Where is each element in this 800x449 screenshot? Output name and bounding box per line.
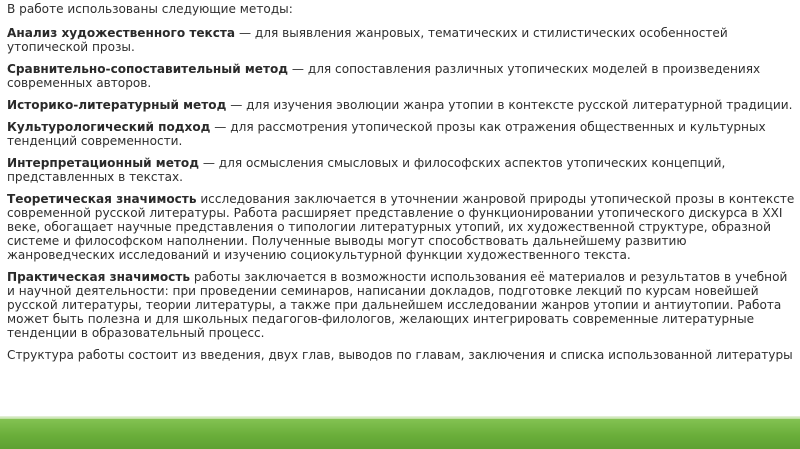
practical-term: Практическая значимость [7, 270, 190, 284]
method-description: — для сопоставления различных утопических моделей в произведениях современных авторов. [7, 62, 761, 90]
method-item-interpretive [7, 156, 795, 184]
theoretical-significance [7, 192, 795, 262]
methods-intro: В работе использованы следующие методы: [7, 2, 293, 16]
theoretical-text: исследования заключается в уточнении жанровой природы утопической прозы в контексте современной русской литературы. Работа расширяет представление о функционировании утопического дискурса в XXI веке, обогащает научные представления о типологии литературных утопий, их художественной структуре, образной системе и философском наполнении. Полученные выводы могут способствовать дальнейшему развитию жанроведческих исследований и изучению социокультурной функции художественного текста. [7, 192, 795, 262]
slide-content [7, 2, 795, 370]
method-term: Анализ художественного текста [7, 26, 236, 40]
method-term: Интерпретационный метод [7, 156, 199, 170]
method-description: — для осмысления смысловых и философских аспектов утопических концепций, представленных в текстах. [7, 156, 726, 184]
method-item-comparative [7, 62, 795, 90]
method-term: Историко-литературный метод [7, 98, 227, 112]
theoretical-term: Теоретическая значимость [7, 192, 197, 206]
method-term: Культурологический подход [7, 120, 211, 134]
method-item-analysis [7, 26, 795, 54]
method-description: — для изучения эволюции жанра утопии в контексте русской литературной традиции. [226, 98, 793, 112]
structure-paragraph: Структура работы состоит из введения, двух глав, выводов по главам, заключения и списка использованной литературы [7, 348, 793, 362]
footer-band [0, 419, 800, 449]
practical-significance [7, 270, 795, 340]
method-term: Сравнительно-сопоставительный метод [7, 62, 289, 76]
method-item-historical [7, 98, 795, 112]
method-description: — для выявления жанровых, тематических и стилистических особенностей утопической прозы. [7, 26, 728, 54]
method-item-cultural [7, 120, 795, 148]
method-description: — для рассмотрения утопической прозы как отражения общественных и культурных тенденций современности. [7, 120, 766, 148]
practical-text: работы заключается в возможности использования её материалов и результатов в учебной и научной деятельности: при проведении семинаров, написании докладов, подготовке лекций по курсам новейшей русской литературы, теории литературы, а также при дальнейшем исследовании жанров утопии и антиутопии. Работа может быть полезна и для школьных педагогов-филологов, желающих интегрировать современные литературные тенденции в образовательный процесс. [7, 270, 788, 340]
